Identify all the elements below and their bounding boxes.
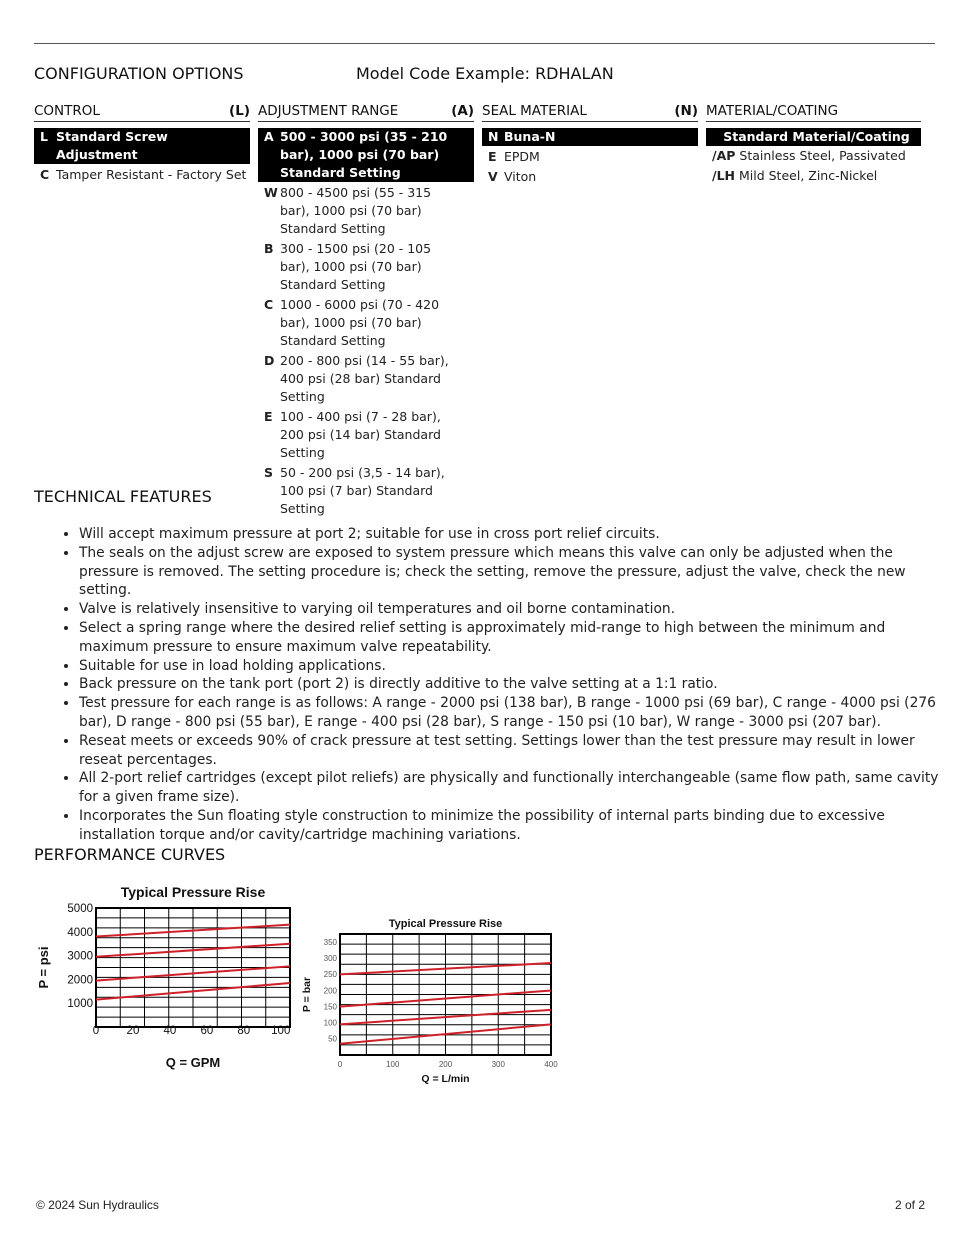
y-axis-label: P = psi bbox=[36, 946, 51, 989]
config-title: CONFIGURATION OPTIONS bbox=[34, 64, 244, 83]
chart-title: Typical Pressure Rise bbox=[120, 884, 266, 900]
y-tick-label: 200 bbox=[323, 986, 337, 996]
x-tick-label: 400 bbox=[544, 1060, 558, 1069]
seal-code: (N) bbox=[674, 103, 698, 119]
x-tick-label: 60 bbox=[200, 1025, 214, 1037]
material-option-lh: /LH Mild Steel, Zinc-Nickel bbox=[712, 168, 878, 183]
feature-item: • The seals on the adjust screw are exposed to system pressure which means this valve can only be adjusted when the pressure is removed. The setting procedure is; check the setting, remove the pressure, adjust the valve, check the new setting. bbox=[79, 544, 939, 600]
performance-curves-title: PERFORMANCE CURVES bbox=[34, 845, 226, 864]
control-header bbox=[34, 103, 250, 122]
feature-item: • Reseat meets or exceeds 90% of crack pressure at test setting. Settings lower than the test pressure may result in lower reseat percentages. bbox=[79, 732, 939, 770]
adjustment-option-d: D 200 - 800 psi (14 - 55 bar), 400 psi (28 bar) Standard Setting bbox=[264, 353, 449, 404]
adjustment-code: (A) bbox=[451, 103, 474, 119]
adjustment-option-c: C 1000 - 6000 psi (70 - 420 bar), 1000 psi (70 bar) Standard Setting bbox=[264, 297, 440, 348]
x-tick-label: 80 bbox=[237, 1025, 251, 1037]
feature-item: • Back pressure on the tank port (port 2) is directly additive to the valve setting at a 1:1 ratio. bbox=[79, 675, 939, 694]
adjustment-option-a: A 500 - 3000 psi (35 - 210 bar), 1000 psi (70 bar) Standard Setting bbox=[258, 128, 474, 182]
feature-item: • All 2-port relief cartridges (except pilot reliefs) are physically and functionally interchangeable (same flow path, same cavity for a given frame size). bbox=[79, 769, 939, 807]
x-tick-label: 20 bbox=[126, 1025, 140, 1037]
feature-item: • Incorporates the Sun floating style construction to minimize the possibility of internal parts binding due to excessive installation torque and/or cavity/cartridge machining variations. bbox=[79, 807, 939, 845]
x-tick-label: 100 bbox=[386, 1060, 400, 1069]
seal-column bbox=[482, 103, 698, 186]
y-tick-label: 2000 bbox=[67, 974, 93, 987]
y-tick-label: 100 bbox=[323, 1018, 337, 1028]
x-tick-label: 200 bbox=[438, 1060, 453, 1069]
pressure-rise-chart-psi bbox=[34, 880, 304, 1080]
seal-option-v: V Viton bbox=[488, 169, 537, 184]
model-code-example: Model Code Example: RDHALAN bbox=[356, 64, 614, 83]
adjustment-header bbox=[258, 103, 474, 122]
y-tick-label: 5000 bbox=[67, 903, 93, 916]
material-option-standard: Standard Material/Coating bbox=[706, 128, 921, 146]
x-tick-label: 300 bbox=[491, 1060, 505, 1069]
seal-header bbox=[482, 103, 698, 122]
top-rule bbox=[34, 43, 935, 44]
material-column bbox=[706, 103, 921, 186]
material-header bbox=[706, 103, 921, 122]
x-tick-label: 0 bbox=[337, 1060, 343, 1069]
y-tick-label: 3000 bbox=[67, 950, 93, 963]
feature-item: • Test pressure for each range is as follows: A range - 2000 psi (138 bar), B range - 1000 psi (69 bar), C range - 4000 psi (276 bar), D range - 800 psi (55 bar), E range - 400 psi (28 bar), S range - 150 psi (10 bar), W range - 3000 psi (207 bar). bbox=[79, 694, 939, 732]
feature-item: • Select a spring range where the desired relief setting is approximately mid-range to high between the minimum and maximum pressure to ensure maximum valve repeatability. bbox=[79, 619, 939, 657]
adjustment-option-w: W 800 - 4500 psi (55 - 315 bar), 1000 psi (70 bar) Standard Setting bbox=[264, 185, 432, 236]
y-tick-label: 250 bbox=[323, 970, 337, 980]
adjustment-heading: ADJUSTMENT RANGE bbox=[258, 103, 399, 119]
adjustment-option-s: S 50 - 200 psi (3,5 - 14 bar), 100 psi (7 bar) Standard Setting bbox=[264, 465, 445, 516]
page-number: 2 of 2 bbox=[894, 1198, 925, 1212]
y-tick-label: 300 bbox=[323, 954, 337, 963]
seal-option-e: E EPDM bbox=[488, 149, 540, 164]
x-tick-label: 40 bbox=[163, 1025, 177, 1037]
control-column bbox=[34, 103, 250, 184]
y-tick-label: 150 bbox=[323, 1002, 337, 1012]
technical-features-title: TECHNICAL FEATURES bbox=[34, 487, 212, 506]
y-tick-label: 1000 bbox=[67, 998, 93, 1011]
adjustment-option-e: E 100 - 400 psi (7 - 28 bar), 200 psi (14 bar) Standard Setting bbox=[264, 409, 441, 460]
feature-item: • Valve is relatively insensitive to varying oil temperatures and oil borne contamination. bbox=[79, 600, 939, 619]
feature-item: • Suitable for use in load holding applications. bbox=[79, 657, 939, 676]
y-tick-label: 350 bbox=[323, 937, 337, 947]
control-option-l: L Standard Screw Adjustment bbox=[34, 128, 250, 164]
seal-heading: SEAL MATERIAL bbox=[482, 103, 587, 119]
adjustment-option-b: B 300 - 1500 psi (20 - 105 bar), 1000 psi (70 bar) Standard Setting bbox=[264, 241, 432, 292]
x-axis-label: Q = L/min bbox=[421, 1073, 470, 1085]
material-option-ap: /AP Stainless Steel, Passivated bbox=[712, 148, 906, 163]
x-tick-label: 100 bbox=[271, 1025, 291, 1037]
adjustment-column bbox=[258, 103, 474, 518]
x-tick-label: 0 bbox=[92, 1025, 100, 1037]
feature-item: • Will accept maximum pressure at port 2; suitable for use in cross port relief circuits. bbox=[79, 525, 939, 544]
chart-title: Typical Pressure Rise bbox=[388, 918, 503, 930]
y-tick-label: 4000 bbox=[67, 926, 93, 939]
control-heading: CONTROL bbox=[34, 103, 100, 119]
copyright: © 2024 Sun Hydraulics bbox=[36, 1198, 159, 1212]
y-tick-label: 50 bbox=[328, 1034, 337, 1044]
pressure-rise-chart-bar bbox=[298, 910, 560, 1090]
control-option-c: C Tamper Resistant - Factory Set bbox=[40, 167, 247, 182]
y-axis-label: P = bar bbox=[301, 976, 313, 1013]
x-axis-label: Q = GPM bbox=[165, 1055, 221, 1070]
material-heading: MATERIAL/COATING bbox=[706, 103, 839, 119]
seal-option-n: N Buna-N bbox=[482, 128, 698, 146]
technical-features-list bbox=[55, 525, 939, 845]
control-code: (L) bbox=[229, 103, 250, 119]
